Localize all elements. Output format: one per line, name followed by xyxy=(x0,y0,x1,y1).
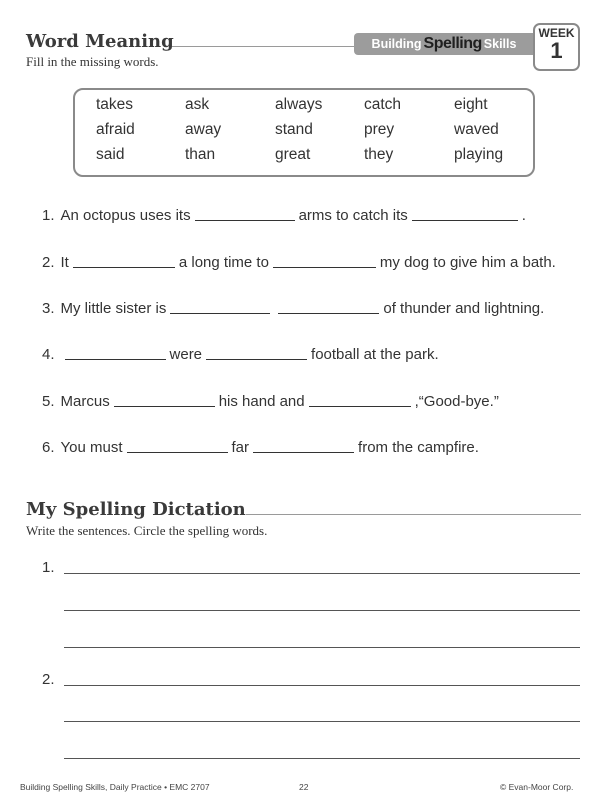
sentence-item xyxy=(42,254,556,271)
answer-blank[interactable] xyxy=(195,220,295,221)
answer-blank[interactable] xyxy=(65,359,166,360)
word-bank-item: always xyxy=(275,96,323,113)
week-number: 1 xyxy=(550,38,563,63)
sentence-text: far xyxy=(231,439,250,456)
banner-prefix: Building xyxy=(371,37,422,51)
sentence-text: You must xyxy=(60,439,123,456)
sentence-text: . xyxy=(521,207,526,224)
sentence-text: from the campfire. xyxy=(358,439,479,456)
answer-blank[interactable] xyxy=(170,313,270,314)
section-instructions: Fill in the missing words. xyxy=(26,54,159,69)
word-bank-item: than xyxy=(185,146,216,163)
writing-line[interactable] xyxy=(64,573,580,574)
title-rule xyxy=(172,46,354,47)
sentence-item xyxy=(42,207,526,224)
word-bank-item: great xyxy=(275,146,311,163)
answer-blank[interactable] xyxy=(412,220,518,221)
sentence-text: arms to catch its xyxy=(298,207,408,224)
footer-right: © Evan-Moor Corp. xyxy=(500,782,574,792)
word-bank-item: eight xyxy=(454,96,488,113)
word-bank-item: playing xyxy=(454,146,504,163)
sentence-item xyxy=(42,300,544,317)
answer-blank[interactable] xyxy=(206,359,307,360)
dictation-number: 1. xyxy=(42,559,55,576)
word-bank-item: ask xyxy=(185,96,210,113)
answer-blank[interactable] xyxy=(114,406,215,407)
word-bank-item: waved xyxy=(454,121,499,138)
sentence-text: his hand and xyxy=(218,393,305,410)
sentence-item xyxy=(42,346,439,363)
title-rule xyxy=(246,514,581,515)
sentence-text: my dog to give him a bath. xyxy=(379,254,556,271)
sentence-text: It xyxy=(60,254,69,271)
sentence-text: My little sister is xyxy=(60,300,167,317)
footer-left: Building Spelling Skills, Daily Practice • EMC 2707 xyxy=(20,782,210,792)
answer-blank[interactable] xyxy=(127,452,228,453)
writing-line[interactable] xyxy=(64,758,580,759)
answer-blank[interactable] xyxy=(273,267,376,268)
banner-suffix: Skills xyxy=(483,37,517,51)
word-bank-item: they xyxy=(364,146,394,163)
word-bank-item: away xyxy=(185,121,222,138)
sentence-number: 6. xyxy=(42,439,55,456)
writing-line[interactable] xyxy=(64,610,580,611)
word-bank-item: prey xyxy=(364,121,395,138)
sentence-number: 2. xyxy=(42,254,55,271)
sentence-text: of thunder and lightning. xyxy=(383,300,545,317)
dictation-instructions: Write the sentences. Circle the spelling words. xyxy=(26,523,268,538)
page-number: 22 xyxy=(299,782,309,792)
sentence-text: An octopus uses its xyxy=(60,207,191,224)
sentence-number: 4. xyxy=(42,346,55,363)
writing-line[interactable] xyxy=(64,647,580,648)
dictation-number: 2. xyxy=(42,671,55,688)
writing-line[interactable] xyxy=(64,721,580,722)
sentence-text: football at the park. xyxy=(311,346,439,363)
sentence-item xyxy=(42,439,479,456)
answer-blank[interactable] xyxy=(278,313,379,314)
word-bank-item: catch xyxy=(364,96,402,113)
week-label: WEEK xyxy=(538,26,575,40)
section-title-word-meaning: Word Meaning xyxy=(26,31,174,52)
sentence-item xyxy=(42,393,499,410)
sentence-text: a long time to xyxy=(178,254,269,271)
word-bank-item: afraid xyxy=(96,121,135,138)
sentence-number: 3. xyxy=(42,300,55,317)
sentence-number: 1. xyxy=(42,207,55,224)
sentence-text: ,“Good-bye.” xyxy=(414,393,499,410)
sentence-text: Marcus xyxy=(60,393,110,410)
sentence-text: were xyxy=(169,346,203,363)
section-title-dictation: My Spelling Dictation xyxy=(26,499,246,520)
banner-highlight: Spelling xyxy=(423,35,482,52)
answer-blank[interactable] xyxy=(309,406,411,407)
week-badge xyxy=(533,23,580,71)
sentence-number: 5. xyxy=(42,393,55,410)
word-bank-item: said xyxy=(96,146,125,163)
answer-blank[interactable] xyxy=(73,267,175,268)
answer-blank[interactable] xyxy=(253,452,354,453)
word-bank-item: takes xyxy=(96,96,134,113)
writing-line[interactable] xyxy=(64,685,580,686)
brand-banner xyxy=(354,33,534,55)
word-bank-item: stand xyxy=(275,121,313,138)
